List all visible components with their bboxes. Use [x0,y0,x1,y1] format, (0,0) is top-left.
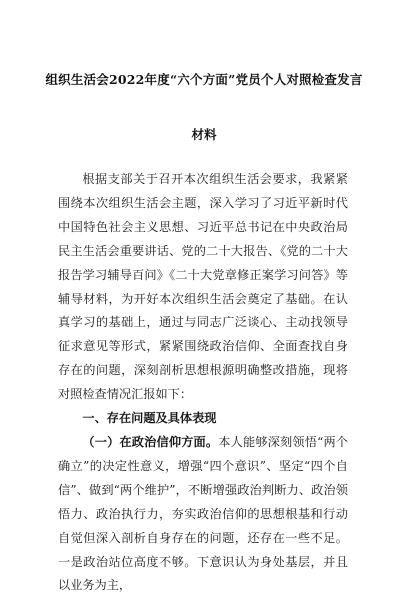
document-title-continued: 材料 [191,127,217,142]
document-title: 组织生活会2022年度“六个方面”党员个人对照检查发言 [45,72,363,87]
section-heading: 一、存在问题及具体表现 [82,411,217,426]
subsection-body: 本人能够深刻领悟“两个确立”的决定性意义，增强“四个意识”、坚定“四个自信”、做到“两个维护”，不断增强政治判断力、政治领悟力、政治执行力，夯实政治信仰的思想根基和行动自觉但深入剖析自身存在的问题，还存在一些不足。一是政治站位高度不够。下意识认为身处基层，并且以业务为主， [58,434,349,593]
document-body [58,168,348,598]
subsection-heading: （一）在政治信仰方面。 [82,434,219,449]
intro-paragraph: 根据支部关于召开本次组织生活会要求，我紧紧围绕本次组织生活会主题，深入学习了习近平新时代中国特色社会主义思想、习近平总书记在中央政治局民主生活会重要讲话、党的二十大报告、《党的二十大报告学习辅导百问》《二十大党章修正案学习问答》等辅导材料，为开好本次组织生活会奠定了基础。在认真学习的基础上，通过与同志广泛谈心、主动找领导征求意见等形式，紧紧围绕政治信仰、全面查找自身存在的问题，深刻剖析思想根源明确整改措施，现将对照检查情况汇报如下： [58,172,348,402]
subsection-paragraph [58,431,348,598]
